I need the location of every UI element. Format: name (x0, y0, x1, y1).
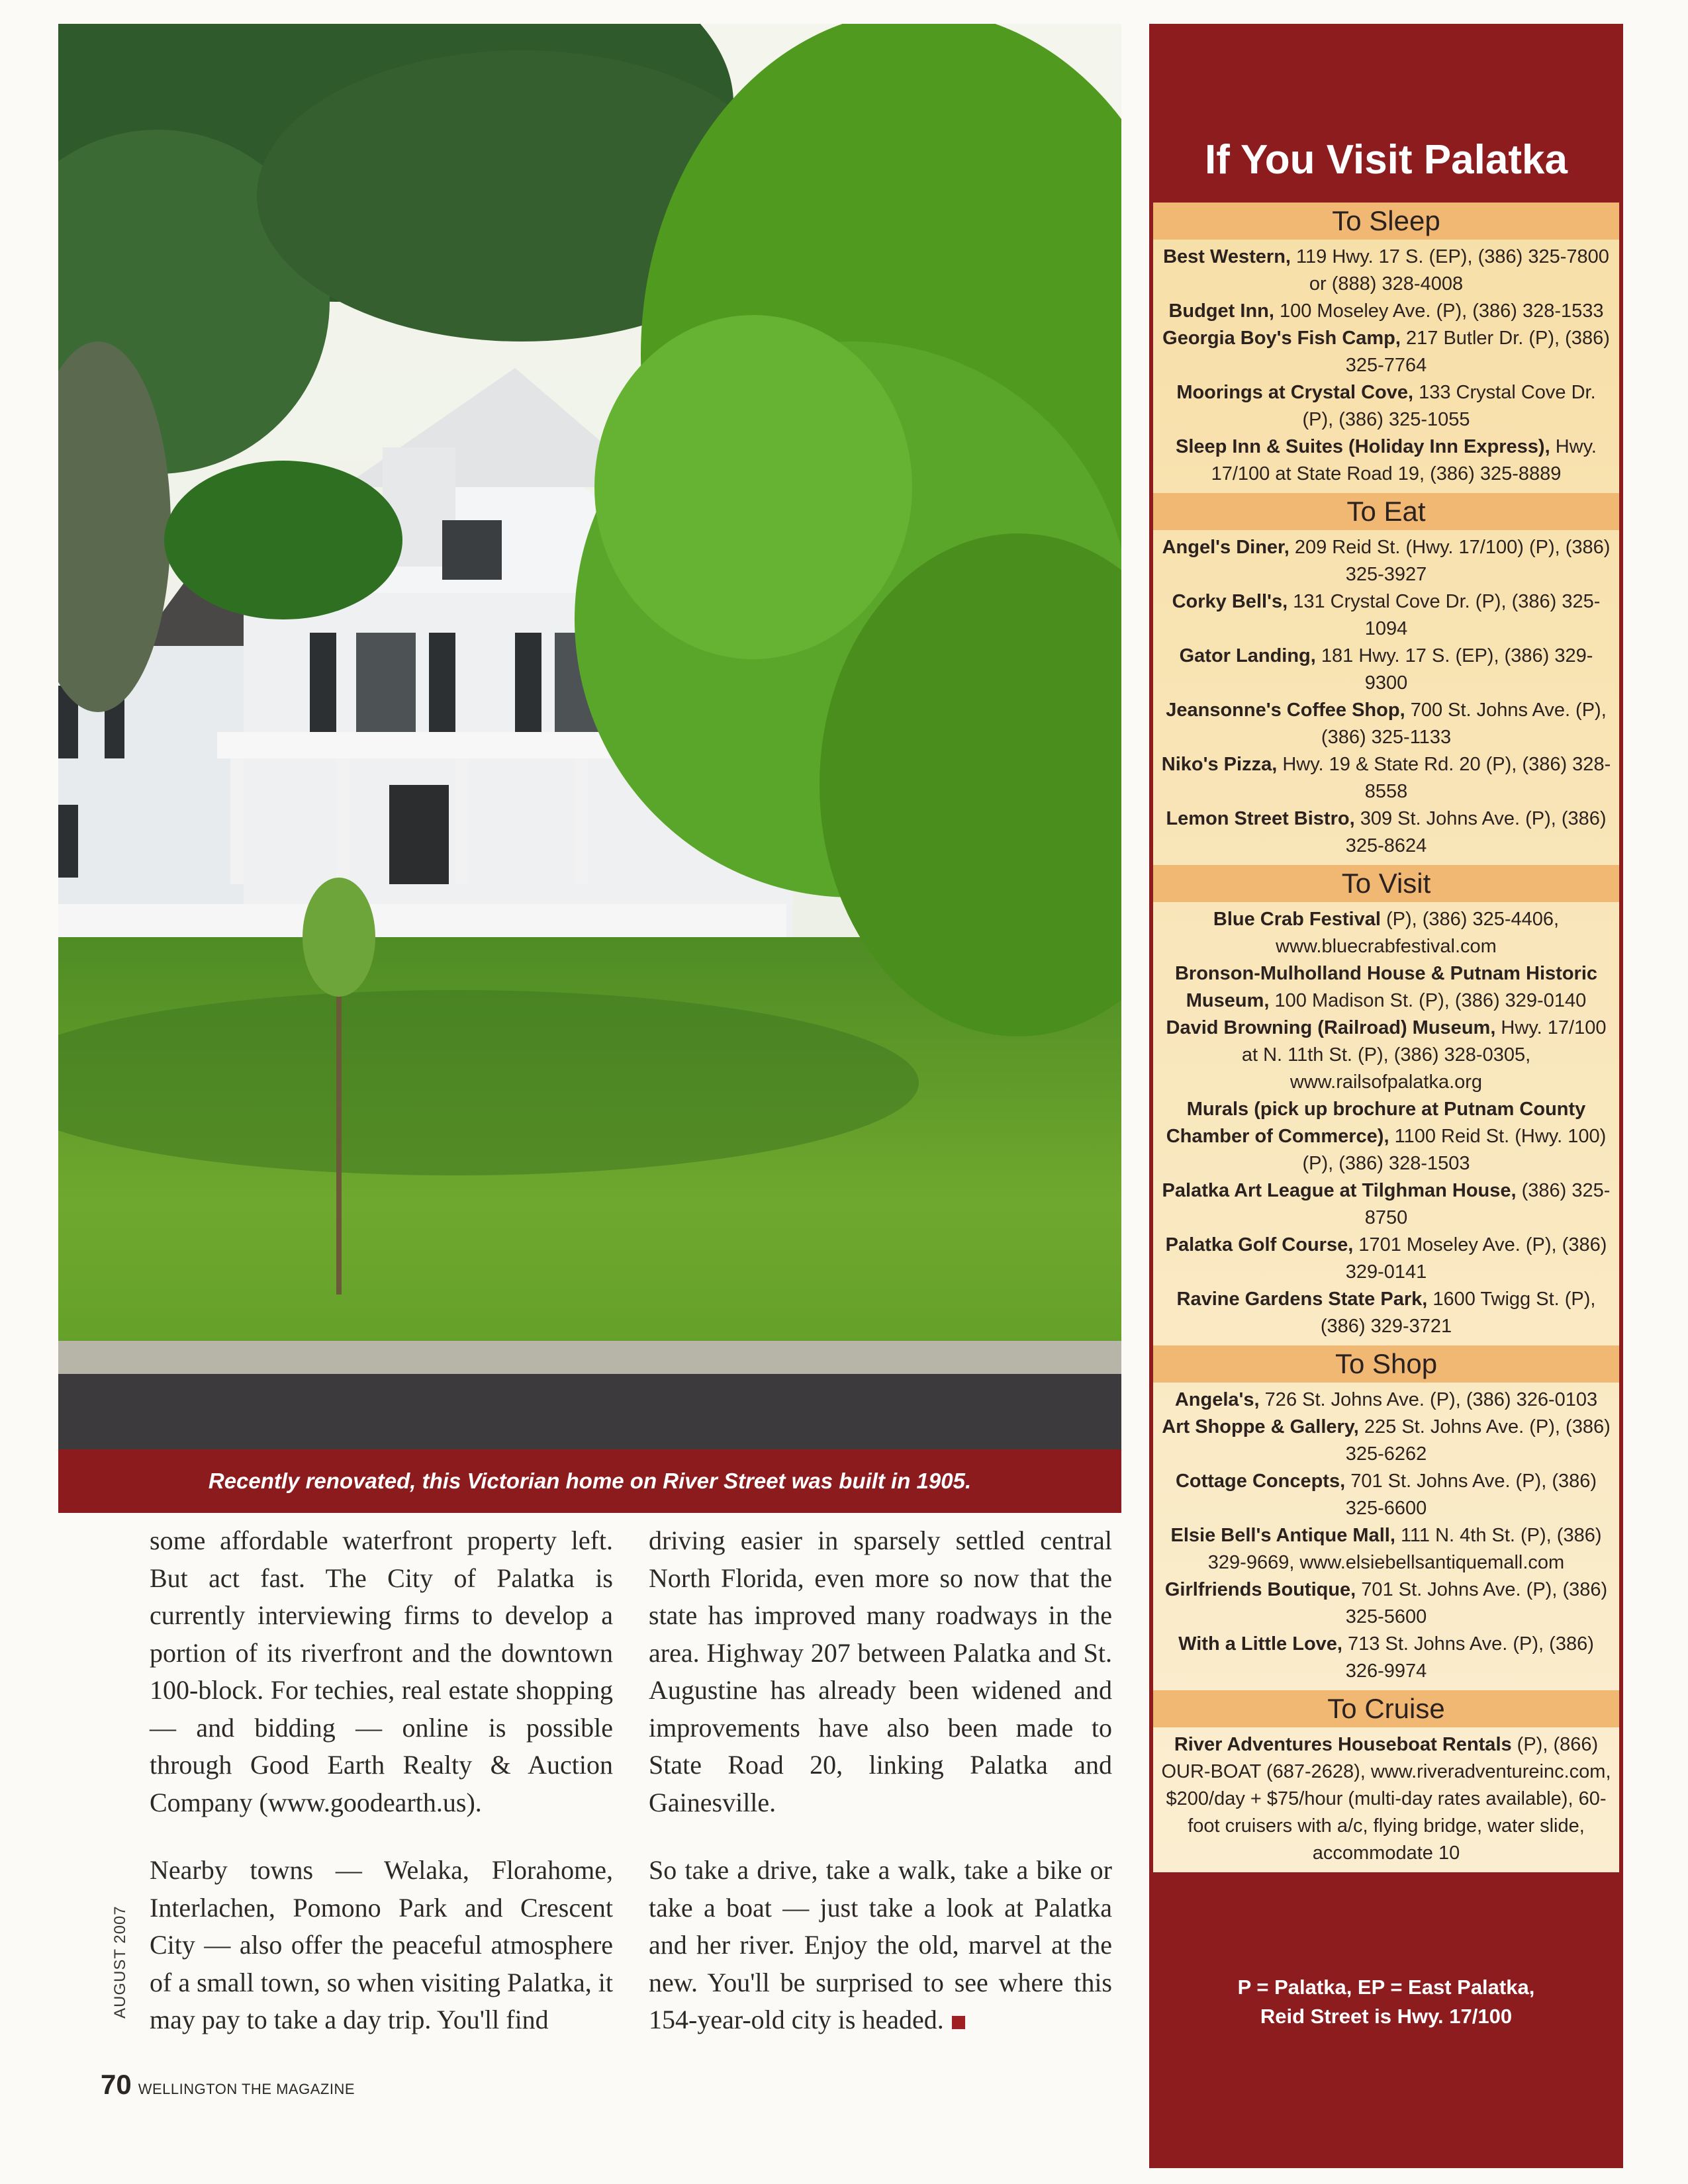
listing-name: Jeansonne's Coffee Shop, (1166, 700, 1405, 721)
section-entries (1153, 1727, 1619, 1872)
paragraph: driving easier in sparsely settled central North Florida, even more so now that the state has improved many roadways in the area. Highway 207 between Palatka and St. Augustine has already been widened and improvements have also been made to State Road 20, linking Palatka and Gainesville. (649, 1525, 1112, 1817)
listing-entry (1158, 960, 1614, 1015)
page-number: 70 (101, 2069, 132, 2100)
photo-caption: Recently renovated, this Victorian home on River Street was built in 1905. (58, 1449, 1121, 1513)
listing-name: Corky Bell's, (1172, 591, 1288, 612)
sidebar-title: If You Visit Palatka (1205, 137, 1568, 183)
article-column-1 (150, 1522, 613, 2039)
listing-entry (1158, 325, 1614, 379)
paragraph: Nearby towns — Welaka, Florahome, Interlachen, Pomono Park and Crescent City — also offer the peaceful atmosphere of a small town, so when visiting Palatka, it may pay to take a day trip. You'll find (150, 1855, 613, 2034)
listing-detail: 309 St. Johns Ave. (P), (386) 325-8624 (1345, 808, 1607, 856)
listing-entry (1158, 534, 1614, 588)
listing-detail: 209 Reid St. (Hwy. 17/100) (P), (386) 325-3927 (1289, 537, 1611, 585)
listing-name: Georgia Boy's Fish Camp, (1162, 328, 1401, 349)
article-photo (58, 24, 1121, 1489)
section-heading: To Eat (1153, 493, 1619, 530)
listing-name: Art Shoppe & Gallery, (1162, 1416, 1359, 1437)
listing-name: Elsie Bell's Antique Mall, (1170, 1525, 1395, 1546)
listing-detail: 1600 Twigg St. (P), (386) 329-3721 (1320, 1289, 1596, 1337)
listing-detail: (P), (866) OUR-BOAT (687-2628), www.riveradventureinc.com, $200/day + $75/hour (multi-day rates available), 60-foot cruisers with a/c, flying bridge, water slide, accommodate 10 (1161, 1734, 1611, 1864)
listing-entry (1158, 244, 1614, 298)
listing-entry (1158, 298, 1614, 325)
listing-entry (1158, 379, 1614, 433)
section-entries (1153, 240, 1619, 493)
listing-detail: 1100 Reid St. (Hwy. 100) (P), (386) 328-1503 (1302, 1126, 1607, 1174)
listing-entry (1158, 697, 1614, 751)
listing-name: Gator Landing, (1179, 645, 1316, 666)
folio (101, 2069, 355, 2101)
listing-name: Girlfriends Boutique, (1164, 1579, 1356, 1600)
listing-name: Angela's, (1174, 1389, 1260, 1410)
listing-entry (1158, 1468, 1614, 1522)
listing-entry (1158, 1731, 1614, 1867)
section-entries (1153, 530, 1619, 865)
sidebar-legend (1149, 1973, 1623, 2031)
listing-name: Palatka Art League at Tilghman House, (1162, 1180, 1517, 1201)
listing-detail: 225 St. Johns Ave. (P), (386) 325-6262 (1345, 1416, 1611, 1465)
listing-entry (1158, 1576, 1614, 1631)
listing-entry (1158, 433, 1614, 488)
listing-detail: 111 N. 4th St. (P), (386) 329-9669, www.elsiebellsantiquemall.com (1207, 1525, 1602, 1573)
paragraph: some affordable waterfront property left. But act fast. The City of Palatka is currently interviewing firms to develop a portion of its riverfront and the downtown 100-block. For techies, real estate shopping — and bidding — online is possible through Good Earth Realty & Auction Company (www.goodearth.us). (150, 1525, 613, 1817)
listing-detail: 700 St. Johns Ave. (P), (386) 325-1133 (1321, 700, 1607, 748)
sidebar-section (1153, 493, 1619, 865)
listing-detail: 133 Crystal Cove Dr. (P), (386) 325-1055 (1302, 382, 1596, 430)
listing-name: River Adventures Houseboat Rentals (1174, 1734, 1512, 1755)
listing-entry (1158, 643, 1614, 697)
section-heading: To Shop (1153, 1345, 1619, 1383)
listing-detail: 1701 Moseley Ave. (P), (386) 329-0141 (1345, 1234, 1607, 1283)
listing-entry (1158, 751, 1614, 805)
listing-name: Ravine Gardens State Park, (1176, 1289, 1428, 1310)
listing-entry (1158, 1414, 1614, 1468)
section-heading: To Sleep (1153, 203, 1619, 240)
listing-entry (1158, 1286, 1614, 1340)
listing-entry (1158, 1522, 1614, 1576)
listing-name: With a Little Love, (1178, 1633, 1342, 1655)
listing-detail: Hwy. 17/100 at State Road 19, (386) 325-8889 (1211, 436, 1597, 484)
listing-entry (1158, 1177, 1614, 1232)
listing-detail: 119 Hwy. 17 S. (EP), (386) 325-7800 or (888) 328-4008 (1290, 246, 1609, 295)
listing-detail: 217 Butler Dr. (P), (386) 325-7764 (1345, 328, 1610, 376)
paragraph-final (649, 1852, 1112, 2039)
listing-entry (1158, 1015, 1614, 1096)
folio-date: AUGUST 2007 (111, 1905, 129, 2019)
listing-name: Cottage Concepts, (1175, 1471, 1346, 1492)
magazine-name: WELLINGTON THE MAGAZINE (138, 2081, 355, 2097)
paragraph-text: So take a drive, take a walk, take a bike or take a boat — just take a look at Palatka and her river. Enjoy the old, marvel at the new. You'll be surprised to see where this 154-year-old city is headed. (649, 1855, 1112, 2034)
listing-detail: 726 St. Johns Ave. (P), (386) 326-0103 (1259, 1389, 1598, 1410)
listing-detail: 181 Hwy. 17 S. (EP), (386) 329-9300 (1315, 645, 1593, 694)
listing-detail: 701 St. Johns Ave. (P), (386) 325-6600 (1345, 1471, 1597, 1519)
listing-name: Murals (pick up brochure at Putnam County Chamber of Commerce), (1166, 1099, 1586, 1147)
section-entries (1153, 902, 1619, 1345)
legend-line: Reid Street is Hwy. 17/100 (1260, 2005, 1513, 2028)
listing-name: David Browning (Railroad) Museum, (1166, 1017, 1496, 1038)
listing-detail: 713 St. Johns Ave. (P), (386) 326-9974 (1342, 1633, 1594, 1682)
sidebar-section (1153, 203, 1619, 493)
listing-detail: Hwy. 19 & State Rd. 20 (P), (386) 328-8558 (1277, 754, 1611, 802)
listing-detail: 100 Madison St. (P), (386) 329-0140 (1269, 990, 1587, 1011)
listing-detail: 100 Moseley Ave. (P), (386) 328-1533 (1274, 300, 1604, 322)
listing-detail: Hwy. 17/100 at N. 11th St. (P), (386) 328-0305, www.railsofpalatka.org (1241, 1017, 1607, 1093)
listing-entry (1158, 1232, 1614, 1286)
listing-name: Palatka Golf Course, (1165, 1234, 1354, 1255)
listing-entry (1158, 588, 1614, 643)
end-mark-icon (952, 2016, 965, 2029)
listing-detail: (P), (386) 325-4406, www.bluecrabfestival.com (1276, 909, 1560, 957)
listing-entry (1158, 906, 1614, 960)
curb (58, 1341, 1121, 1374)
listing-name: Moorings at Crystal Cove, (1176, 382, 1414, 403)
listing-name: Lemon Street Bistro, (1166, 808, 1355, 829)
victorian-house-illustration (58, 24, 1121, 1489)
sidebar-section (1153, 1345, 1619, 1690)
sidebar-section (1153, 865, 1619, 1345)
listing-detail: 701 St. Johns Ave. (P), (386) 325-5600 (1345, 1579, 1608, 1627)
sidebar-listings (1153, 203, 1619, 1872)
listing-entry (1158, 805, 1614, 860)
listing-name: Blue Crab Festival (1213, 909, 1381, 930)
listing-entry (1158, 1096, 1614, 1177)
listing-detail: 131 Crystal Cove Dr. (P), (386) 325-1094 (1288, 591, 1601, 639)
section-heading: To Visit (1153, 865, 1619, 902)
visitor-guide-sidebar (1149, 24, 1623, 2168)
listing-name: Best Western, (1163, 246, 1291, 267)
listing-entry (1158, 1387, 1614, 1414)
listing-name: Budget Inn, (1168, 300, 1274, 322)
listing-name: Sleep Inn & Suites (Holiday Inn Express), (1176, 436, 1550, 457)
listing-name: Bronson-Mulholland House & Putnam Historic Museum, (1174, 963, 1597, 1011)
section-entries (1153, 1383, 1619, 1690)
listing-name: Angel's Diner, (1162, 537, 1289, 558)
legend-line: P = Palatka, EP = East Palatka, (1237, 1976, 1535, 1999)
listing-entry (1158, 1631, 1614, 1685)
listing-name: Niko's Pizza, (1161, 754, 1278, 775)
sidebar-section (1153, 1690, 1619, 1872)
article-column-2 (649, 1522, 1112, 2039)
section-heading: To Cruise (1153, 1690, 1619, 1727)
listing-detail: (386) 325-8750 (1364, 1180, 1611, 1228)
